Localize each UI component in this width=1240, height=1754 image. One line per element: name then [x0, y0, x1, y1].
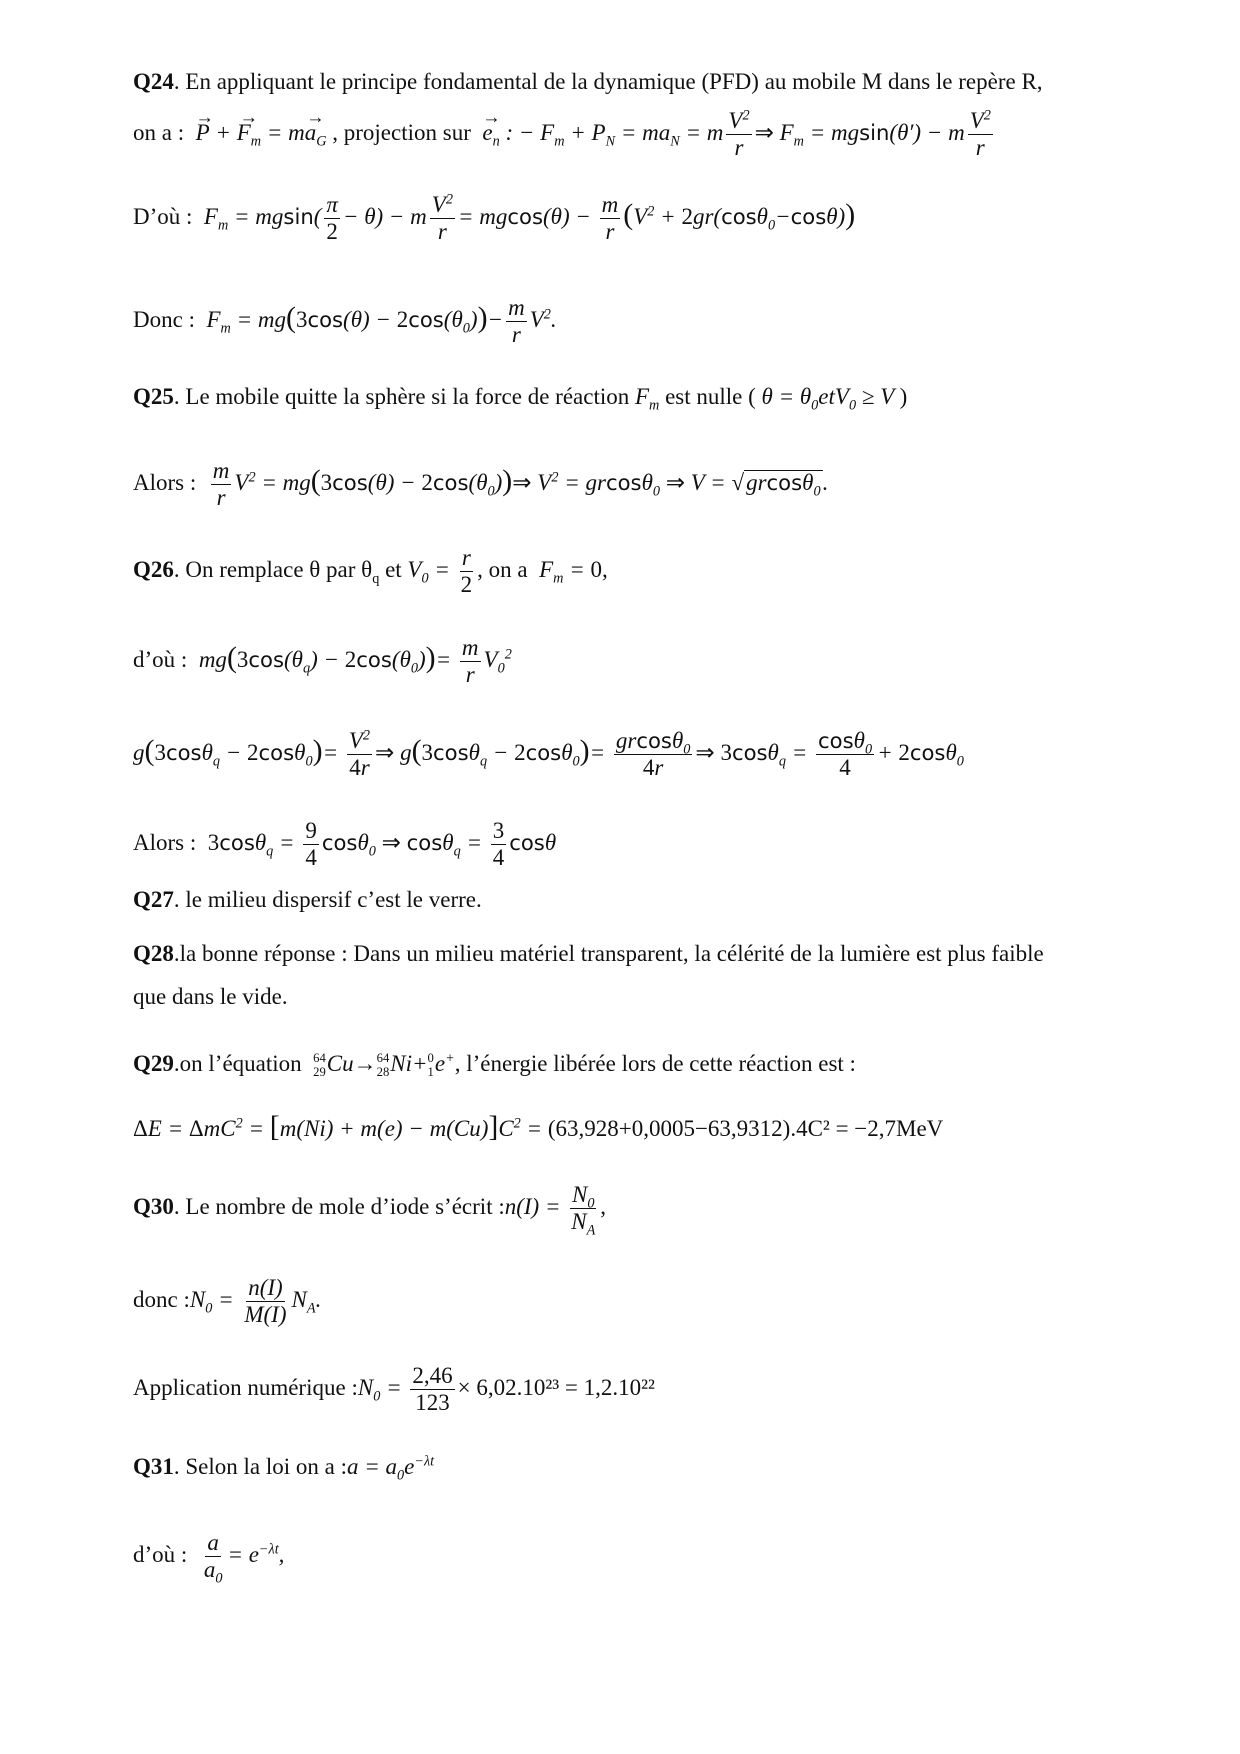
- q31-line-1: [133, 1453, 435, 1484]
- q29-text: .on l’équation: [173, 1051, 302, 1077]
- q26-equation-1: $mg(3\cos(\theta_q) - 2\cos(\theta_0))=$ $\frac{m}{r}$ $V_0^2$: [193, 635, 512, 688]
- q29-reaction: 64 29 Cu→ 64 28 Ni+ 0 1 e+: [313, 1050, 455, 1079]
- q24-text: . En appliquant le principe fondamental de la dynamique (PFD) au mobile M dans le repère R,: [173, 69, 1043, 94]
- q24-number: Q24: [133, 69, 174, 94]
- q29-number: Q29: [133, 1051, 174, 1077]
- q25-speed-equation: $\frac{m}{r}$ $V^2 = mg(3\cos(\theta)$ − $2\cos(\theta_0))\Rightarrow$ $V^2 = grcos\theta_0$ ⇒ V = √grcosθ$_0$.: [212, 458, 829, 511]
- q30-mass-fraction: $\frac{2,46}{123}$: [412, 1363, 453, 1416]
- q24-fm-expansion: $F_m = mgsin$( $\frac{\pi}{2}$ − θ) − m $\frac{V^2}{r}$ = mgcos(θ) − $\frac{m}{r}$ $(V^2 + 2gr(\cos\theta_0-\cos\theta))$: [198, 191, 856, 245]
- q31-line-2: [133, 1530, 285, 1588]
- q30-line-2: [133, 1275, 321, 1329]
- q25-text: . Le mobile quitte la sphère si la force de réaction: [173, 384, 630, 409]
- q28-number: Q28: [133, 941, 174, 966]
- q24-line-1: [133, 70, 1043, 93]
- q29-energy-formula: $\Delta E = \Delta mC^2 = [m(Ni) + m(e) - m(Cu)]C^2$ =: [133, 1110, 548, 1143]
- q27-text: . le milieu dispersif c’est le verre.: [173, 887, 482, 912]
- q25-fm-symbol: $F_m$: [634, 384, 660, 414]
- q26-line-2: [133, 635, 512, 689]
- q30-donc: donc :: [133, 1287, 190, 1313]
- q29-text-2: , l’énergie libérée lors de cette réaction est :: [454, 1051, 856, 1077]
- q24-line-4: [133, 295, 557, 349]
- q25-line-2: [133, 458, 828, 512]
- q26-text-sub: q: [372, 570, 380, 587]
- q29-energy-values: (63,928+0,0005−63,9312).4C² = −2,7MeV: [547, 1116, 944, 1141]
- q24-line-2: [133, 108, 996, 162]
- q25-line-1: Q25. Le mobile quitte la sphère si la force de réaction $F_m$ est nulle ( $\theta = \theta_0etV_0 \ge V$ ): [133, 384, 908, 414]
- q30-result: × 6,02.10²³ = 1,2.10²²: [457, 1375, 655, 1401]
- q31-number: Q31: [133, 1454, 174, 1479]
- q26-line-3: [133, 728, 964, 782]
- q30-mole-formula: n(I) = $\frac{N_0}{N_A}$: [504, 1182, 596, 1240]
- q26-alors: Alors :: [133, 830, 197, 856]
- q28-line-2: [133, 985, 288, 1008]
- q30-n0-symbol: $N_0$ =: [357, 1375, 408, 1405]
- q26-et: et: [385, 557, 402, 583]
- q25-alors: Alors :: [133, 470, 197, 496]
- q25-number: Q25: [133, 384, 174, 409]
- q26-result: 3cosθ$_q$ = $\frac{9}{4}$ cosθ$_0$ ⇒ cosθ$_q$ = $\frac{3}{4}$ cosθ: [207, 818, 557, 871]
- q26-equation-2: g(3cosθ$_q$ − 2cosθ$_0$)= $\frac{V^2}{4r}$ ⇒ g(3cosθ$_q$ − 2cosθ$_0$)= $\frac{grcos\theta_0}{4r}$ ⇒ 3cosθ$_q$ = $\frac{\cos\theta_0}{4}$ + 2cosθ$_0$: [133, 727, 964, 781]
- q26-doou: d’où :: [133, 647, 188, 673]
- q24-pfd-equation: → P + → $F_m = m\to a_G$: [190, 120, 327, 145]
- q26-line-1: [133, 545, 608, 599]
- q27-line: [133, 888, 482, 911]
- q31-ratio: $\frac{a}{a_0}$ = $e^{-\lambda t}$,: [203, 1530, 285, 1588]
- q25-condition: $\theta = \theta_0etV_0 \ge V$: [755, 384, 900, 414]
- q24-doou: D’où :: [133, 204, 193, 230]
- q26-number: Q26: [133, 557, 174, 583]
- q26-v0-equation: $V_0$ = $\frac{r}{2}$: [407, 545, 473, 598]
- q27-number: Q27: [133, 887, 174, 912]
- q24-on-a: on a :: [133, 120, 185, 146]
- q29-line-1: [133, 1052, 856, 1080]
- q30-app-label: Application numérique :: [133, 1375, 358, 1401]
- q29-line-2: [133, 1112, 943, 1142]
- q24-projection-equation: → $e_n$ : − $F_m + P_N = ma_N = m$ $\frac{V^2}{r}$ ⇒ $F_m = mgsin(\theta') - m$ $\frac{V^2}{r}$: [477, 120, 996, 145]
- q30-n0-formula: $N_0$ = $\frac{n(I)}{M(I)}$ $N_A$.: [189, 1275, 322, 1328]
- q30-line-1: Q30. Le nombre de mole d’iode s’écrit :n(I) = $\frac{N_0}{N_A}$ ,: [133, 1182, 607, 1240]
- q28-text-2: que dans le vide.: [133, 984, 288, 1009]
- q26-on-a: , on a: [477, 557, 528, 583]
- q28-line-1: [133, 942, 1044, 965]
- q24-fm-result: $F_m = mg(3\cos(\theta) - 2\cos(\theta_0))-$ $\frac{m}{r}$ $V^2$.: [200, 295, 557, 348]
- q31-decay-law: $a = a_0e^{-\lambda t}$: [347, 1453, 435, 1484]
- q30-number: Q30: [133, 1194, 174, 1220]
- q28-text: .la bonne réponse : Dans un milieu matériel transparent, la célérité de la lumière est plus faible: [173, 941, 1044, 966]
- q25-text-2: est nulle (: [665, 384, 756, 409]
- q24-donc: Donc :: [133, 307, 195, 333]
- q24-projection-label: , projection sur: [332, 120, 471, 146]
- q26-line-4: [133, 818, 556, 872]
- q30-line-3: [133, 1363, 655, 1417]
- q26-text: . On remplace θ par θ: [173, 557, 373, 583]
- q30-text: . Le nombre de mole d’iode s’écrit :: [173, 1194, 505, 1220]
- q31-doou: d’où :: [133, 1542, 188, 1568]
- q24-line-3: [133, 192, 855, 246]
- q31-text: . Selon la loi on a :: [173, 1454, 348, 1479]
- q26-fm-zero: $F_m = 0$,: [533, 557, 608, 587]
